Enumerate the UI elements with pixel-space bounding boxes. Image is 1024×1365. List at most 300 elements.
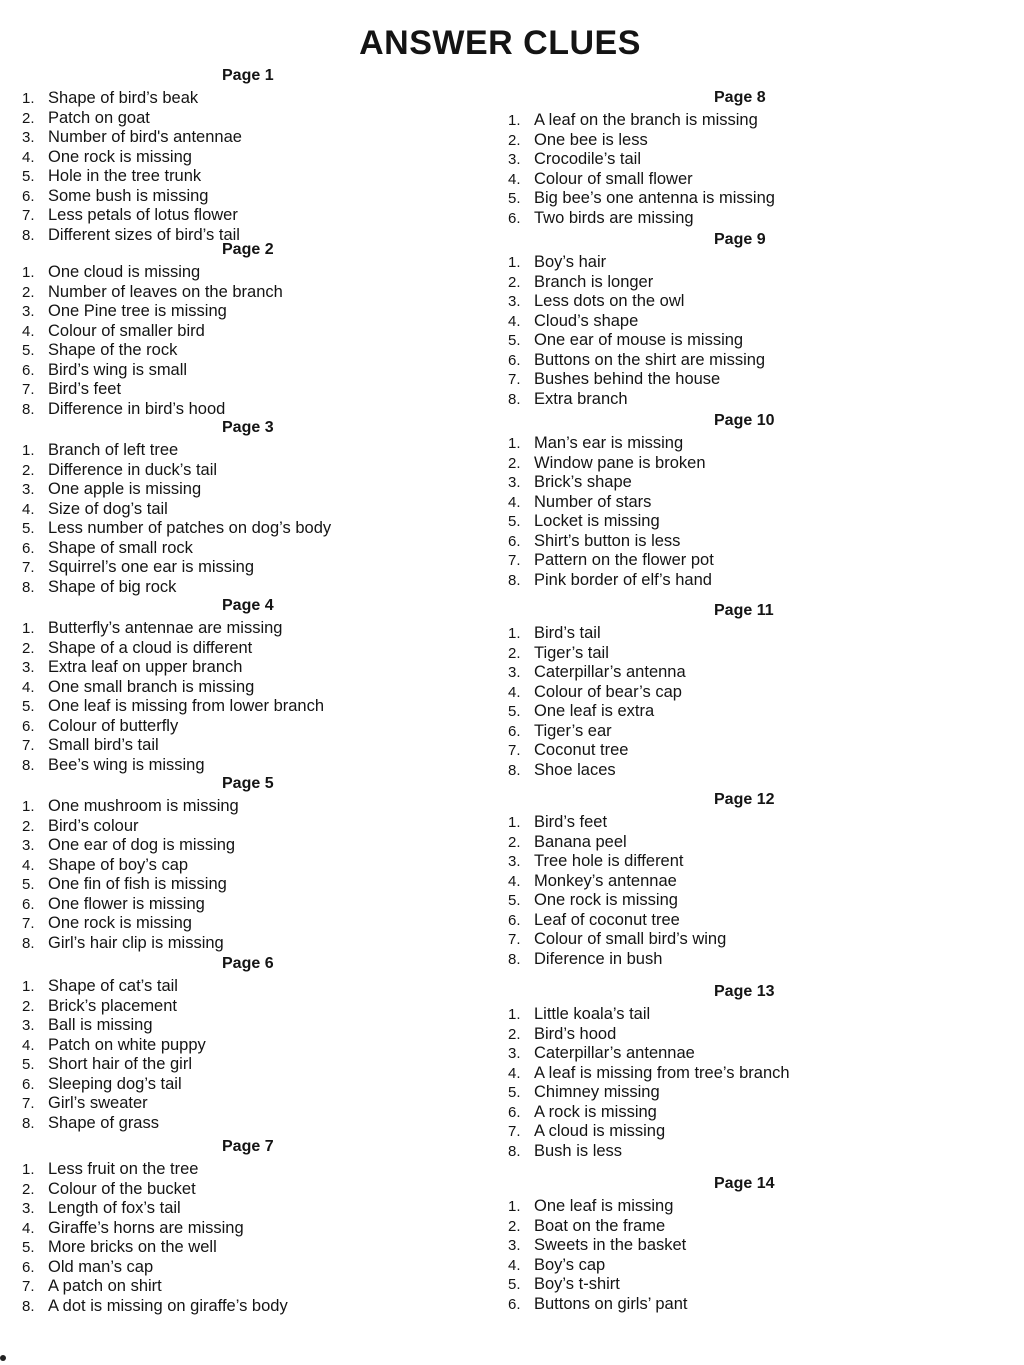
clue-item — [22, 441, 331, 461]
clue-text: Shape of small rock — [48, 538, 193, 557]
clue-item — [508, 1005, 790, 1025]
clue-text: Tiger’s tail — [534, 643, 609, 662]
clue-text: Pattern on the flower pot — [534, 551, 714, 570]
page-heading: Page 1 — [222, 67, 274, 84]
page-heading: Page 13 — [714, 983, 775, 1000]
page-heading: Page 2 — [222, 241, 274, 258]
clue-number: 6. — [508, 532, 521, 550]
clue-item — [508, 1217, 687, 1237]
clue-text: Bush is less — [534, 1141, 623, 1160]
clue-number: 4. — [22, 856, 35, 874]
clue-text: Tree hole is different — [534, 852, 684, 871]
clue-text: Extra branch — [534, 389, 628, 408]
clue-list — [508, 624, 686, 780]
clue-text: Less number of patches on dog’s body — [48, 519, 332, 538]
clue-text: Bird’s hood — [534, 1024, 617, 1043]
clue-number: 5. — [508, 513, 521, 531]
clue-list — [508, 1197, 687, 1314]
clue-text: Window pane is broken — [534, 453, 706, 472]
clue-text: A leaf is missing from tree’s branch — [534, 1063, 790, 1082]
clue-text: A dot is missing on giraffe’s body — [48, 1296, 288, 1315]
page-heading: Page 4 — [222, 597, 274, 614]
clue-item — [22, 914, 239, 934]
clue-item — [22, 997, 206, 1017]
clue-text: Shirt’s button is less — [534, 531, 681, 550]
clue-text: Girl’s hair clip is missing — [48, 933, 224, 952]
clue-number: 7. — [508, 552, 521, 570]
clue-text: Shape of cat’s tail — [48, 977, 178, 996]
clue-item — [508, 833, 726, 853]
clue-item — [22, 977, 206, 997]
clue-text: A rock is missing — [534, 1102, 657, 1121]
clue-item — [22, 736, 324, 756]
clue-number: 5. — [22, 1056, 35, 1074]
clue-text: Boy’s hair — [534, 253, 607, 272]
clue-text: Boat on the frame — [534, 1216, 666, 1235]
clue-text: Colour of butterfly — [48, 716, 179, 735]
clue-number: 8. — [508, 950, 521, 968]
clue-item — [508, 434, 714, 454]
clue-number: 7. — [22, 737, 35, 755]
clue-text: One ear of dog is missing — [48, 836, 236, 855]
clue-item — [22, 1277, 288, 1297]
clue-number: 7. — [22, 381, 35, 399]
clue-text: Colour of small bird’s wing — [534, 930, 727, 949]
clue-number: 6. — [22, 717, 35, 735]
clue-text: More bricks on the well — [48, 1238, 217, 1257]
clue-text: Bird’s tail — [534, 624, 601, 643]
clue-text: Caterpillar’s antennae — [534, 1044, 695, 1063]
clue-item — [508, 170, 775, 190]
clue-text: Pink border of elf’s hand — [534, 570, 712, 589]
clue-item — [508, 273, 765, 293]
clue-number: 1. — [22, 798, 35, 816]
clue-item — [22, 1238, 288, 1258]
clue-text: Patch on white puppy — [48, 1035, 206, 1054]
clue-text: One ear of mouse is missing — [534, 331, 744, 350]
clue-item — [508, 454, 714, 474]
clue-text: Bird’s colour — [48, 816, 139, 835]
clue-number: 6. — [508, 722, 521, 740]
clue-item — [22, 302, 283, 322]
clue-item — [22, 934, 239, 954]
clue-item — [22, 1219, 288, 1239]
clue-item — [508, 702, 686, 722]
clue-number: 8. — [508, 390, 521, 408]
page-heading: Page 6 — [222, 955, 274, 972]
clue-text: One mushroom is missing — [48, 797, 239, 816]
clue-item — [508, 950, 726, 970]
clue-item — [508, 370, 765, 390]
clue-number: 6. — [508, 1103, 521, 1121]
clue-number: 2. — [22, 639, 35, 657]
clue-item — [22, 461, 331, 481]
clue-number: 1. — [22, 1161, 35, 1179]
clue-text: Bird’s wing is small — [48, 360, 188, 379]
clue-item — [22, 658, 324, 678]
clue-item — [508, 683, 686, 703]
clue-item — [508, 1044, 790, 1064]
clue-text: Shape of a cloud is different — [48, 638, 253, 657]
clue-item — [22, 717, 324, 737]
clue-number: 8. — [508, 571, 521, 589]
clue-number: 4. — [22, 1036, 35, 1054]
clue-item — [508, 1025, 790, 1045]
clue-number: 6. — [22, 1075, 35, 1093]
clue-item — [22, 1016, 206, 1036]
clue-item — [22, 263, 283, 283]
clue-number: 3. — [22, 1017, 35, 1035]
clue-number: 4. — [508, 683, 521, 701]
clue-number: 5. — [508, 332, 521, 350]
clue-number: 3. — [22, 481, 35, 499]
clue-item — [508, 663, 686, 683]
clue-item — [22, 797, 239, 817]
clue-item — [508, 1256, 687, 1276]
clue-number: 6. — [508, 911, 521, 929]
clue-item — [22, 895, 239, 915]
clue-number: 1. — [22, 620, 35, 638]
clue-number: 3. — [508, 1045, 521, 1063]
clue-number: 3. — [22, 303, 35, 321]
clue-text: Number of bird's antennae — [48, 128, 242, 147]
clue-item — [22, 341, 283, 361]
clue-text: Shape of bird’s beak — [48, 89, 199, 108]
clue-item — [508, 312, 765, 332]
clue-text: Shoe laces — [534, 760, 616, 779]
clue-text: One fin of fish is missing — [48, 875, 227, 894]
clue-number: 5. — [508, 1276, 521, 1294]
clue-text: Colour of bear’s cap — [534, 682, 682, 701]
clue-number: 3. — [508, 151, 521, 169]
clue-text: Banana peel — [534, 832, 627, 851]
clue-text: Branch is longer — [534, 272, 654, 291]
clue-number: 5. — [22, 342, 35, 360]
clue-number: 4. — [22, 1219, 35, 1237]
clue-number: 2. — [508, 273, 521, 291]
clue-item — [508, 1275, 687, 1295]
clue-text: Tiger’s ear — [534, 721, 612, 740]
clue-number: 2. — [508, 644, 521, 662]
clue-item — [22, 226, 242, 246]
page-heading: Page 10 — [714, 412, 775, 429]
clue-list — [22, 1160, 288, 1316]
clue-item — [22, 1297, 288, 1317]
clue-item — [508, 131, 775, 151]
clue-item — [508, 390, 765, 410]
clue-text: Leaf of coconut tree — [534, 910, 680, 929]
clue-number: 3. — [22, 837, 35, 855]
clue-item — [508, 1083, 790, 1103]
clue-number: 1. — [22, 442, 35, 460]
clue-item — [22, 1075, 206, 1095]
clue-item — [508, 1236, 687, 1256]
clue-number: 3. — [508, 1237, 521, 1255]
clue-number: 7. — [22, 207, 35, 225]
clue-text: Caterpillar’s antenna — [534, 663, 686, 682]
clue-text: Small bird’s tail — [48, 736, 159, 755]
clue-text: One rock is missing — [534, 891, 678, 910]
clue-text: Bird’s feet — [48, 380, 122, 399]
clue-text: One rock is missing — [48, 147, 192, 166]
clue-number: 4. — [508, 312, 521, 330]
clue-item — [22, 558, 331, 578]
clue-list — [22, 263, 283, 419]
clue-number: 7. — [508, 931, 521, 949]
clue-number: 4. — [22, 500, 35, 518]
clue-item — [22, 128, 242, 148]
clue-number: 4. — [22, 322, 35, 340]
clue-number: 1. — [508, 435, 521, 453]
clue-number: 8. — [22, 226, 35, 244]
clue-list — [508, 111, 775, 228]
clue-number: 5. — [22, 520, 35, 538]
clue-text: Colour of smaller bird — [48, 321, 205, 340]
clue-text: Colour of small flower — [534, 169, 693, 188]
clue-number: 1. — [508, 112, 521, 130]
clue-number: 2. — [508, 131, 521, 149]
clue-text: Some bush is missing — [48, 186, 209, 205]
clue-number: 7. — [508, 371, 521, 389]
clue-number: 5. — [22, 698, 35, 716]
clue-number: 1. — [22, 264, 35, 282]
clue-item — [22, 283, 283, 303]
clue-text: Boy’s cap — [534, 1255, 606, 1274]
page-heading: Page 9 — [714, 231, 766, 248]
clue-item — [22, 1094, 206, 1114]
clue-item — [22, 109, 242, 129]
clue-number: 5. — [22, 168, 35, 186]
clue-item — [508, 253, 765, 273]
clue-text: Diference in bush — [534, 949, 663, 968]
clue-text: Patch on goat — [48, 108, 150, 127]
clue-text: Girl’s sweater — [48, 1094, 148, 1113]
clue-number: 2. — [22, 109, 35, 127]
clue-text: A leaf on the branch is missing — [534, 111, 758, 130]
clue-number: 1. — [508, 254, 521, 272]
clue-item — [508, 930, 726, 950]
clue-item — [508, 1142, 790, 1162]
clue-number: 4. — [22, 678, 35, 696]
clue-list — [22, 977, 206, 1133]
clue-text: Bushes behind the house — [534, 370, 721, 389]
clue-text: Boy’s t-shirt — [534, 1275, 620, 1294]
clue-number: 2. — [22, 461, 35, 479]
clue-item — [22, 1258, 288, 1278]
clue-text: Length of fox’s tail — [48, 1199, 181, 1218]
clue-text: Shape of big rock — [48, 577, 177, 596]
clue-text: Coconut tree — [534, 741, 629, 760]
clue-text: One Pine tree is missing — [48, 302, 227, 321]
clue-item — [22, 1199, 288, 1219]
clue-text: Crocodile’s tail — [534, 150, 641, 169]
clue-number: 6. — [22, 539, 35, 557]
clue-number: 4. — [508, 493, 521, 511]
clue-number: 4. — [508, 1064, 521, 1082]
page-heading: Page 11 — [714, 602, 774, 619]
page-heading: Page 7 — [222, 1138, 274, 1155]
page-heading: Page 14 — [714, 1175, 775, 1192]
clue-text: Man’s ear is missing — [534, 434, 684, 453]
clue-list — [22, 619, 324, 775]
clue-number: 8. — [22, 934, 35, 952]
clue-text: One leaf is missing — [534, 1197, 674, 1216]
clue-text: Different sizes of bird’s tail — [48, 225, 240, 244]
clue-item — [508, 551, 714, 571]
clue-number: 7. — [508, 1123, 521, 1141]
clue-item — [22, 1160, 288, 1180]
clue-number: 6. — [22, 1258, 35, 1276]
clue-text: Extra leaf on upper branch — [48, 658, 243, 677]
clue-number: 8. — [22, 1114, 35, 1132]
clue-item — [22, 400, 283, 420]
clue-item — [508, 292, 765, 312]
clue-item — [508, 150, 775, 170]
clue-item — [22, 678, 324, 698]
clue-number: 7. — [508, 742, 521, 760]
clue-number: 3. — [508, 853, 521, 871]
clue-item — [508, 351, 765, 371]
clue-item — [508, 911, 726, 931]
clue-item — [508, 473, 714, 493]
clue-text: One leaf is missing from lower branch — [48, 697, 325, 716]
clue-text: Monkey’s antennae — [534, 871, 677, 890]
clue-item — [508, 852, 726, 872]
clue-text: Size of dog’s tail — [48, 499, 168, 518]
clue-text: Sleeping dog’s tail — [48, 1074, 182, 1093]
clue-number: 2. — [508, 1025, 521, 1043]
clue-item — [22, 148, 242, 168]
clue-list — [22, 441, 331, 597]
clue-item — [508, 331, 765, 351]
clue-text: Brick’s placement — [48, 996, 177, 1015]
clue-item — [22, 1055, 206, 1075]
clue-item — [22, 187, 242, 207]
clue-text: Shape of grass — [48, 1113, 159, 1132]
clue-text: One rock is missing — [48, 914, 192, 933]
clue-item — [508, 624, 686, 644]
clue-number: 4. — [508, 170, 521, 188]
clue-number: 1. — [508, 1198, 521, 1216]
clue-number: 7. — [22, 1278, 35, 1296]
clue-item — [22, 1180, 288, 1200]
clue-item — [508, 872, 726, 892]
clue-number: 1. — [22, 978, 35, 996]
clue-item — [22, 380, 283, 400]
clue-number: 5. — [508, 703, 521, 721]
clue-number: 3. — [22, 129, 35, 147]
clue-number: 3. — [22, 659, 35, 677]
clue-number: 4. — [508, 872, 521, 890]
clue-text: One cloud is missing — [48, 263, 201, 282]
clue-list — [508, 1005, 790, 1161]
clue-item — [22, 89, 242, 109]
clue-item — [22, 480, 331, 500]
clue-item — [508, 1103, 790, 1123]
clue-text: Giraffe’s horns are missing — [48, 1218, 244, 1237]
clue-text: One flower is missing — [48, 894, 205, 913]
clue-item — [22, 836, 239, 856]
clue-number: 6. — [22, 187, 35, 205]
clue-number: 3. — [22, 1200, 35, 1218]
clue-number: 8. — [22, 1297, 35, 1315]
clue-item — [22, 619, 324, 639]
clue-item — [508, 761, 686, 781]
clue-item — [22, 206, 242, 226]
clue-text: Difference in bird’s hood — [48, 399, 226, 418]
page-title: ANSWER CLUES — [359, 24, 641, 62]
clue-item — [508, 644, 686, 664]
clue-number: 7. — [22, 559, 35, 577]
clue-text: Short hair of the girl — [48, 1055, 192, 1074]
clue-text: One small branch is missing — [48, 677, 255, 696]
clue-item — [508, 722, 686, 742]
clue-item — [508, 1197, 687, 1217]
clue-text: Old man’s cap — [48, 1257, 154, 1276]
clue-list — [22, 797, 239, 953]
clue-number: 6. — [508, 351, 521, 369]
clue-number: 4. — [22, 148, 35, 166]
clue-text: One bee is less — [534, 130, 648, 149]
clue-item — [508, 493, 714, 513]
clue-text: One apple is missing — [48, 480, 202, 499]
clue-text: Chimney missing — [534, 1083, 660, 1102]
clue-number: 5. — [22, 1239, 35, 1257]
clue-item — [22, 500, 331, 520]
clue-list — [22, 89, 242, 245]
clue-item — [22, 875, 239, 895]
clue-text: Ball is missing — [48, 1016, 153, 1035]
clue-text: Branch of left tree — [48, 441, 179, 460]
clue-number: 3. — [508, 293, 521, 311]
clue-number: 7. — [22, 1095, 35, 1113]
scan-mark — [0, 1355, 6, 1361]
clue-text: Shape of boy’s cap — [48, 855, 189, 874]
clue-item — [22, 817, 239, 837]
clue-text: Brick’s shape — [534, 473, 632, 492]
clue-number: 6. — [22, 895, 35, 913]
clue-text: Sweets in the basket — [534, 1236, 687, 1255]
clue-item — [22, 756, 324, 776]
clue-item — [508, 1122, 790, 1142]
clue-number: 1. — [508, 814, 521, 832]
clue-text: Shape of the rock — [48, 341, 178, 360]
clue-number: 2. — [22, 817, 35, 835]
clue-item — [508, 741, 686, 761]
clue-text: Bee’s wing is missing — [48, 755, 205, 774]
clue-number: 5. — [508, 190, 521, 208]
clue-number: 5. — [22, 876, 35, 894]
clue-number: 2. — [508, 454, 521, 472]
clue-text: Number of stars — [534, 492, 652, 511]
clue-item — [508, 1295, 687, 1315]
clue-number: 5. — [508, 892, 521, 910]
clue-item — [508, 891, 726, 911]
clue-number: 8. — [22, 400, 35, 418]
clue-item — [22, 519, 331, 539]
page-heading: Page 3 — [222, 419, 274, 436]
clue-number: 3. — [508, 474, 521, 492]
clue-text: Two birds are missing — [534, 208, 694, 227]
clue-text: Bird’s feet — [534, 813, 608, 832]
clue-text: A patch on shirt — [48, 1277, 162, 1296]
page-heading: Page 5 — [222, 775, 274, 792]
clue-list — [508, 813, 726, 969]
clue-item — [22, 697, 324, 717]
clue-item — [22, 361, 283, 381]
clue-item — [22, 856, 239, 876]
clue-number: 1. — [22, 90, 35, 108]
